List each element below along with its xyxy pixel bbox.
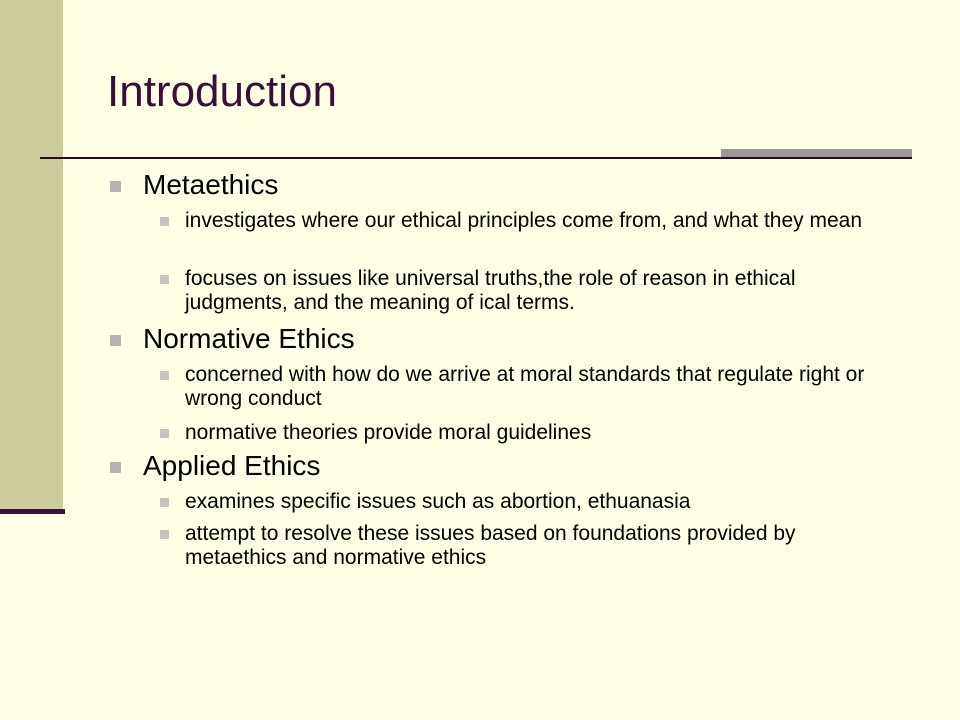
- bullet-square-icon: [160, 429, 169, 438]
- list-item-text: examines specific issues such as abortion, ethuanasia: [185, 490, 691, 513]
- section-heading: Metaethics: [143, 169, 279, 200]
- bullet-square-icon: [110, 181, 121, 192]
- bullet-square-icon: [160, 530, 169, 539]
- list-item-text: concerned with how do we arrive at moral standards that regulate right or wrong conduct: [185, 363, 865, 410]
- list-item-text: attempt to resolve these issues based on foundations provided by metaethics and normative ethics: [185, 522, 796, 569]
- section-heading: Applied Ethics: [143, 450, 321, 481]
- bullet-square-icon: [160, 275, 169, 284]
- list-item-text: investigates where our ethical principles come from, and what they mean: [185, 209, 863, 232]
- side-accent-bar-cap: [0, 509, 65, 514]
- bullet-square-icon: [160, 217, 169, 226]
- list-item-text: normative theories provide moral guidelines: [185, 421, 592, 444]
- title-underline: [40, 157, 912, 159]
- title-underline-accent: [721, 149, 912, 157]
- bullet-square-icon: [110, 335, 121, 346]
- slide-title: Introduction: [107, 67, 337, 116]
- side-accent-bar: [0, 0, 63, 512]
- list-item-text: focuses on issues like universal truths,the role of reason in ethical judgments, and the meaning of ical terms.: [185, 267, 796, 314]
- bullet-square-icon: [160, 498, 169, 507]
- bullet-square-icon: [160, 371, 169, 380]
- section-heading: Normative Ethics: [143, 323, 355, 354]
- bullet-square-icon: [110, 462, 121, 473]
